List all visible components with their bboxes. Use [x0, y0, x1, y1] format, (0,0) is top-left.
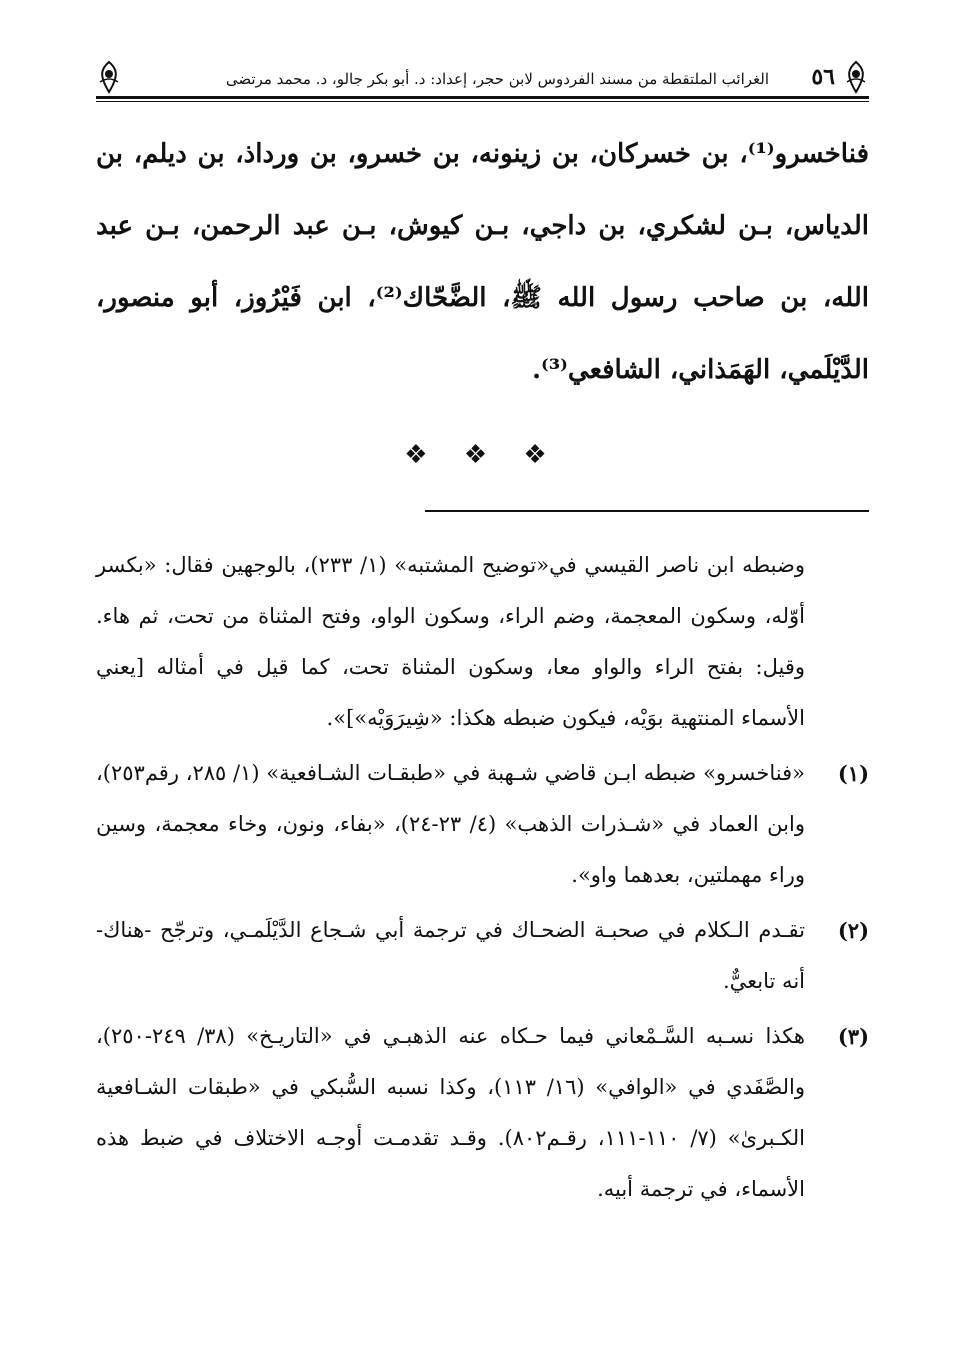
running-title: الغرائب الملتقطة من مسند الفردوس لابن حجر، إعداد: د. أبو بكر جالو، د. محمد مرتضى [225, 70, 769, 88]
header-ornament-icon [843, 60, 869, 94]
footnote-number: (١) [837, 761, 869, 786]
footnote-text: «فناخسرو» ضبطه ابـن قاضي شـهبة في «طبقـات الشـافعية» (١/ ٢٨٥، رقم٢٥٣)، وابن العماد في «شـذرات الذهب» (٤/ ٢٣-٢٤)، «بفاء، ونون، وخاء معجمة، وسين وراء مهملتين، بعدهما واو». [96, 761, 805, 887]
footnote-rule [425, 510, 869, 512]
footnote-number: (٣) [837, 1024, 869, 1049]
footnotes [96, 540, 869, 1215]
header-rule-thin [96, 101, 869, 102]
page-header [96, 60, 869, 102]
footnote-text: هكذا نسـبه السَّـمْعاني فيما حـكاه عنه الذهبـي في «التاريـخ» (٣٨/ ٢٤٩-٢٥٠)، والصَّفَدي في «الوافي» (١٦/ ١١٣)، وكذا نسبه السُّبكي في «طبقات الشـافعية الكـبرىٰ» (٧/ ١١٠-١١١، رقـم٨٠٢). وقـد تقدمـت أوجـه الاختلاف في ضبط هذه الأسماء، في ترجمة أبيه. [96, 1024, 805, 1201]
footnote-2 [96, 905, 869, 1007]
footnote-continuation: وضبطه ابن ناصر القيسي في«توضيح المشتبه» (١/ ٢٣٣)، بالوجهين فقال: «بكسر أوّله، وسكون المعجمة، وضم الراء، وسكون الواو، وفتح المثناة من تحت، ثم هاء. وقيل: بفتح الراء والواو معا، وسكون المثناة تحت، كما قيل في أمثاله [يعني الأسماء المنتهية بوَيْه، فيكون ضبطه هكذا: «شِيرَوَيْه»]». [96, 553, 805, 730]
footnote-3 [96, 1011, 869, 1215]
footnote-number: (٢) [837, 918, 869, 943]
page-number: ٥٦ [811, 64, 835, 90]
section-separator: ❖ ❖ ❖ [404, 440, 561, 470]
main-text: فناخسرو⁽¹⁾، بن خسركان، بن زينونه، بن خسرو، بن ورداذ، بن ديلم، بن الدياس، بـن لشكري، بن داجي، بـن كيوش، بـن عبد الرحمن، بـن عبد الله، بن صاحب رسول الله ﷺ، الضَّحّاك⁽²⁾، ابن فَيْرُوز، أبو منصور، الدَّيْلَمي، الهَمَذاني، الشافعي⁽³⁾. [96, 139, 869, 385]
header-rule [96, 96, 869, 99]
footnote-1 [96, 748, 869, 901]
footnote-text: تقـدم الـكلام في صحبـة الضحـاك في ترجمة أبي شـجاع الدَّيْلَمـي، وترجّح -هناك- أنه تابعيٌّ. [96, 918, 805, 993]
header-ornament-icon [96, 60, 122, 94]
